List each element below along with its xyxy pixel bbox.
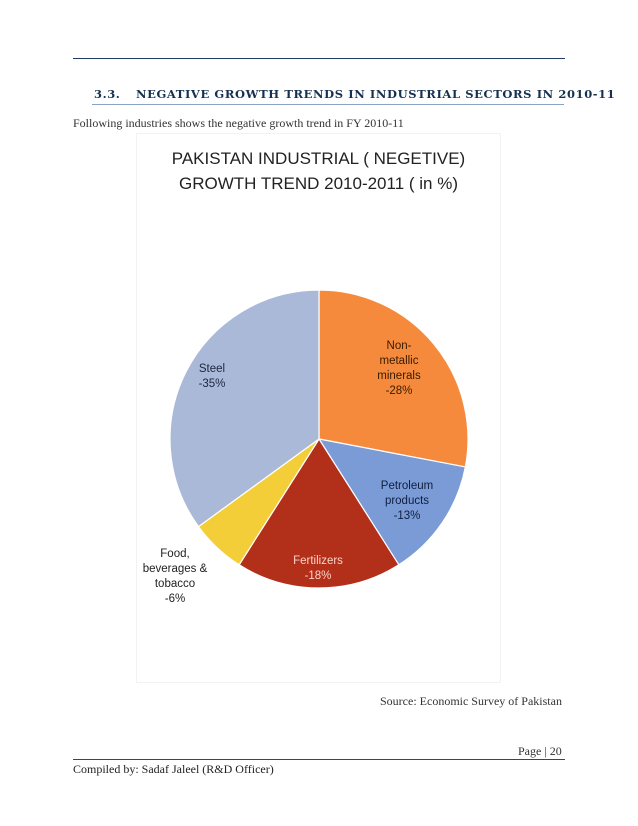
footer-rule bbox=[73, 759, 565, 760]
compiled-by: Compiled by: Sadaf Jaleel (R&D Officer) bbox=[73, 762, 274, 776]
heading-underline bbox=[92, 104, 564, 105]
slice-name-line: metallic bbox=[379, 355, 419, 367]
section-heading bbox=[94, 87, 616, 101]
pie-chart-panel bbox=[136, 133, 501, 683]
intro-text: Following industries shows the negative growth trend in FY 2010-11 bbox=[73, 116, 404, 130]
slice-name-line: products bbox=[384, 495, 430, 507]
source-note: Source: Economic Survey of Pakistan bbox=[380, 694, 562, 708]
pie-chart bbox=[137, 134, 500, 682]
slice-name-line: Fertilizers bbox=[293, 555, 343, 567]
slice-label-food-beverages-tobacco bbox=[143, 548, 208, 605]
slice-value-label: -13% bbox=[393, 510, 421, 522]
slice-value-label: -18% bbox=[304, 570, 332, 582]
section-title: NEGATIVE GROWTH TRENDS IN INDUSTRIAL SECTORS IN 2010-11 bbox=[136, 87, 616, 101]
slice-value-label: -35% bbox=[198, 378, 226, 390]
slice-name-line: beverages & bbox=[142, 563, 208, 575]
slice-name-line: Steel bbox=[198, 363, 226, 375]
slice-name-line: minerals bbox=[377, 370, 421, 382]
slice-name-line: Non- bbox=[386, 340, 412, 352]
page-number: Page | 20 bbox=[518, 744, 562, 758]
slice-value-label: -6% bbox=[164, 593, 186, 605]
section-number: 3.3. bbox=[94, 87, 121, 101]
slice-name-line: Petroleum bbox=[380, 480, 434, 492]
top-rule bbox=[73, 58, 565, 59]
chart-title-line-1: PAKISTAN INDUSTRIAL ( NEGETIVE) bbox=[171, 149, 466, 168]
slice-value-label: -28% bbox=[385, 385, 413, 397]
slice-name-line: Food, bbox=[160, 548, 190, 560]
chart-title-line-2: GROWTH TREND 2010-2011 ( in %) bbox=[179, 174, 458, 193]
slice-name-line: tobacco bbox=[154, 578, 196, 590]
